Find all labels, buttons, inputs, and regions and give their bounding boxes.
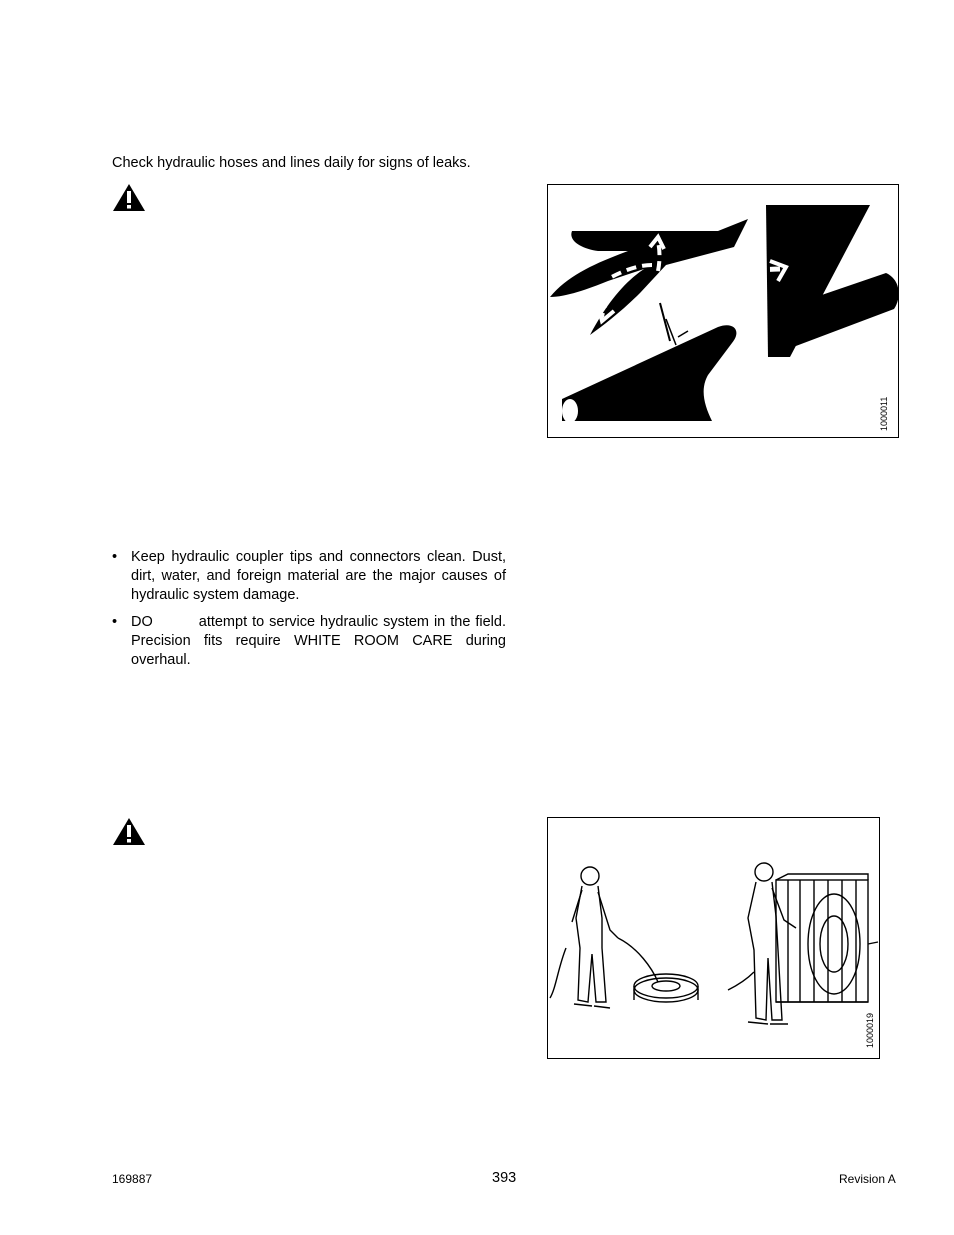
list-item — [112, 613, 506, 670]
figure-tire-inflation — [547, 817, 880, 1059]
figure-hydraulic-leak — [547, 184, 899, 438]
document-number: 169887 — [112, 1172, 153, 1186]
bullet-symbol: • — [112, 614, 118, 630]
bullet-list — [112, 548, 506, 678]
bullet-text: attempt to service hydraulic system in the field. Precision fits require WHITE ROOM CARE during overhaul. — [131, 614, 506, 668]
page-number: 393 — [492, 1170, 517, 1186]
tire-cage-illustration — [548, 818, 879, 1058]
figure-id: 1000019 — [865, 1012, 875, 1048]
intro-text: Check hydraulic hoses and lines daily for signs of leaks. — [112, 155, 471, 171]
bullet-text: Keep hydraulic coupler tips and connectors clean. Dust, dirt, water, and foreign material are the major causes of hydraulic system damage. — [131, 549, 506, 603]
warning-triangle-icon — [112, 183, 146, 213]
warning-triangle-icon — [112, 817, 146, 847]
revision-label: Revision A — [839, 1172, 896, 1186]
list-item — [112, 548, 506, 605]
hand-leak-illustration — [548, 185, 898, 437]
figure-id: 1000011 — [879, 396, 889, 431]
bullet-symbol: • — [112, 549, 118, 565]
bullet-lead: DO — [131, 614, 153, 630]
